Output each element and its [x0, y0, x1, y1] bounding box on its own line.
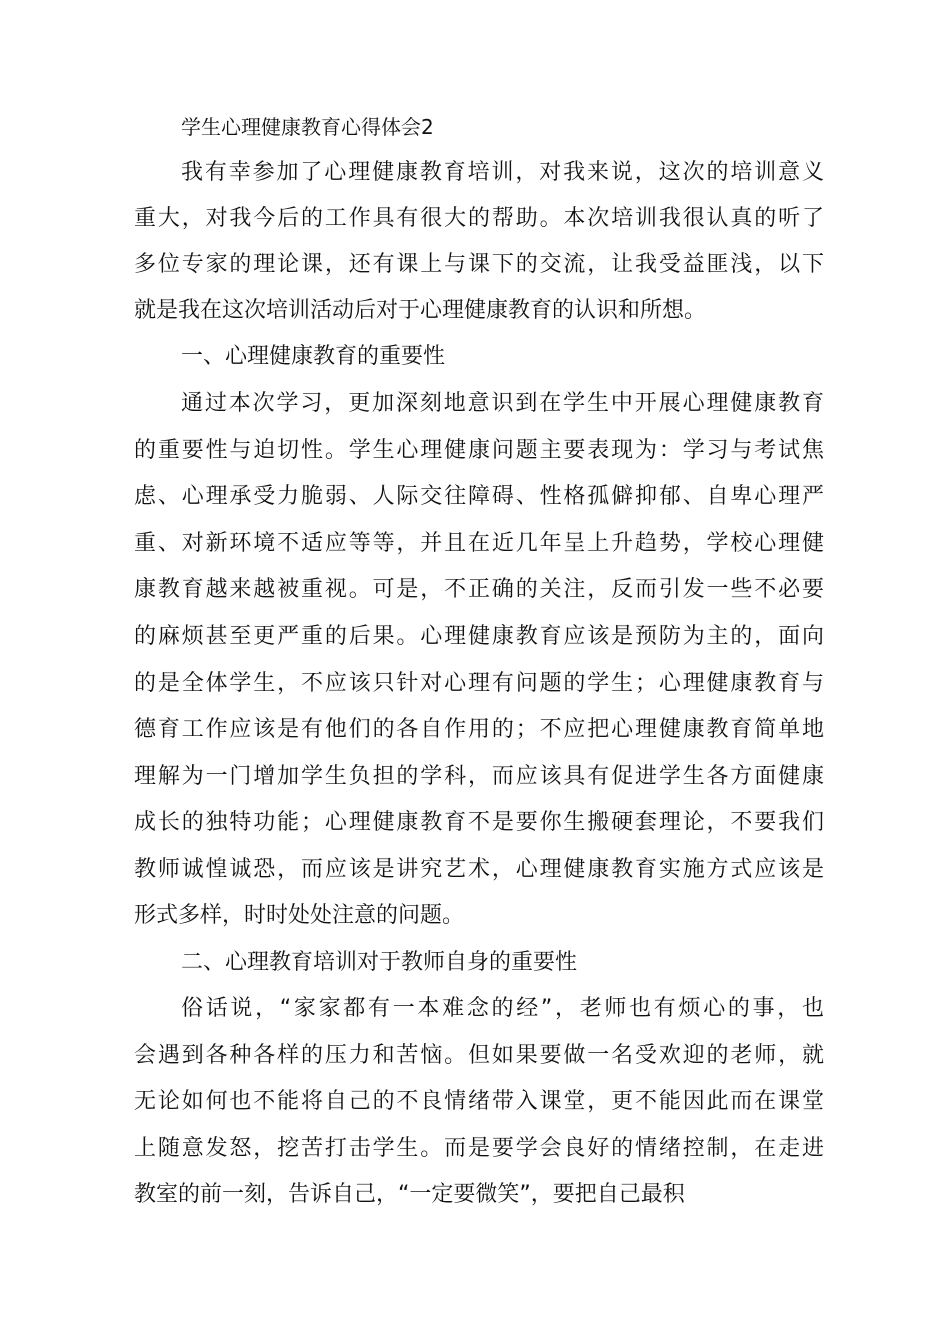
paragraph-line: 无论如何也不能将自己的不良情绪带入课堂，更不能因此而在课堂 — [134, 1089, 824, 1114]
paragraph-line: 俗话说，“家家都有一本难念的经”，老师也有烦心的事，也 — [181, 996, 824, 1021]
paragraph-line: 教师诚惶诚恐，而应该是讲究艺术，心理健康教育实施方式应该是 — [134, 857, 824, 882]
paragraph-line: 理解为一门增加学生负担的学科，而应该具有促进学生各方面健康 — [134, 764, 824, 789]
paragraph-line: 虑、心理承受力脆弱、人际交往障碍、性格孤僻抑郁、自卑心理严 — [134, 484, 824, 509]
paragraph-line: 上随意发怒，挖苦打击学生。而是要学会良好的情绪控制，在走进 — [134, 1136, 824, 1161]
paragraph-line: 的重要性与迫切性。学生心理健康问题主要表现为：学习与考试焦 — [134, 438, 824, 463]
paragraph-line: 通过本次学习，更加深刻地意识到在学生中开展心理健康教育 — [181, 391, 824, 416]
paragraph-line: 形式多样，时时处处注意的问题。 — [134, 903, 465, 928]
document-title: 学生心理健康教育心得体会2 — [181, 115, 434, 139]
paragraph-line: 就是我在这次培训活动后对于心理健康教育的认识和所想。 — [134, 298, 707, 323]
paragraph-line: 会遇到各种各样的压力和苦恼。但如果要做一名受欢迎的老师，就 — [134, 1043, 824, 1068]
paragraph-line: 的麻烦甚至更严重的后果。心理健康教育应该是预防为主的，面向 — [134, 624, 824, 649]
paragraph-line: 我有幸参加了心理健康教育培训，对我来说，这次的培训意义 — [181, 160, 824, 185]
paragraph-line: 成长的独特功能；心理健康教育不是要你生搬硬套理论，不要我们 — [134, 810, 824, 835]
paragraph-line: 的是全体学生，不应该只针对心理有问题的学生；心理健康教育与 — [134, 671, 824, 696]
paragraph-line: 德育工作应该是有他们的各自作用的；不应把心理健康教育简单地 — [134, 717, 824, 742]
section-heading: 一、心理健康教育的重要性 — [181, 344, 446, 369]
paragraph-line: 康教育越来越被重视。可是，不正确的关注，反而引发一些不必要 — [134, 577, 824, 602]
section-heading: 二、心理教育培训对于教师自身的重要性 — [181, 950, 578, 975]
paragraph-line: 多位专家的理论课，还有课上与课下的交流，让我受益匪浅，以下 — [134, 252, 824, 277]
paragraph-line: 重、对新环境不适应等等，并且在近几年呈上升趋势，学校心理健 — [134, 531, 824, 556]
paragraph-line: 重大，对我今后的工作具有很大的帮助。本次培训我很认真的听了 — [134, 206, 824, 231]
paragraph-line: 教室的前一刻，告诉自己，“一定要微笑”，要把自己最积 — [134, 1182, 685, 1207]
